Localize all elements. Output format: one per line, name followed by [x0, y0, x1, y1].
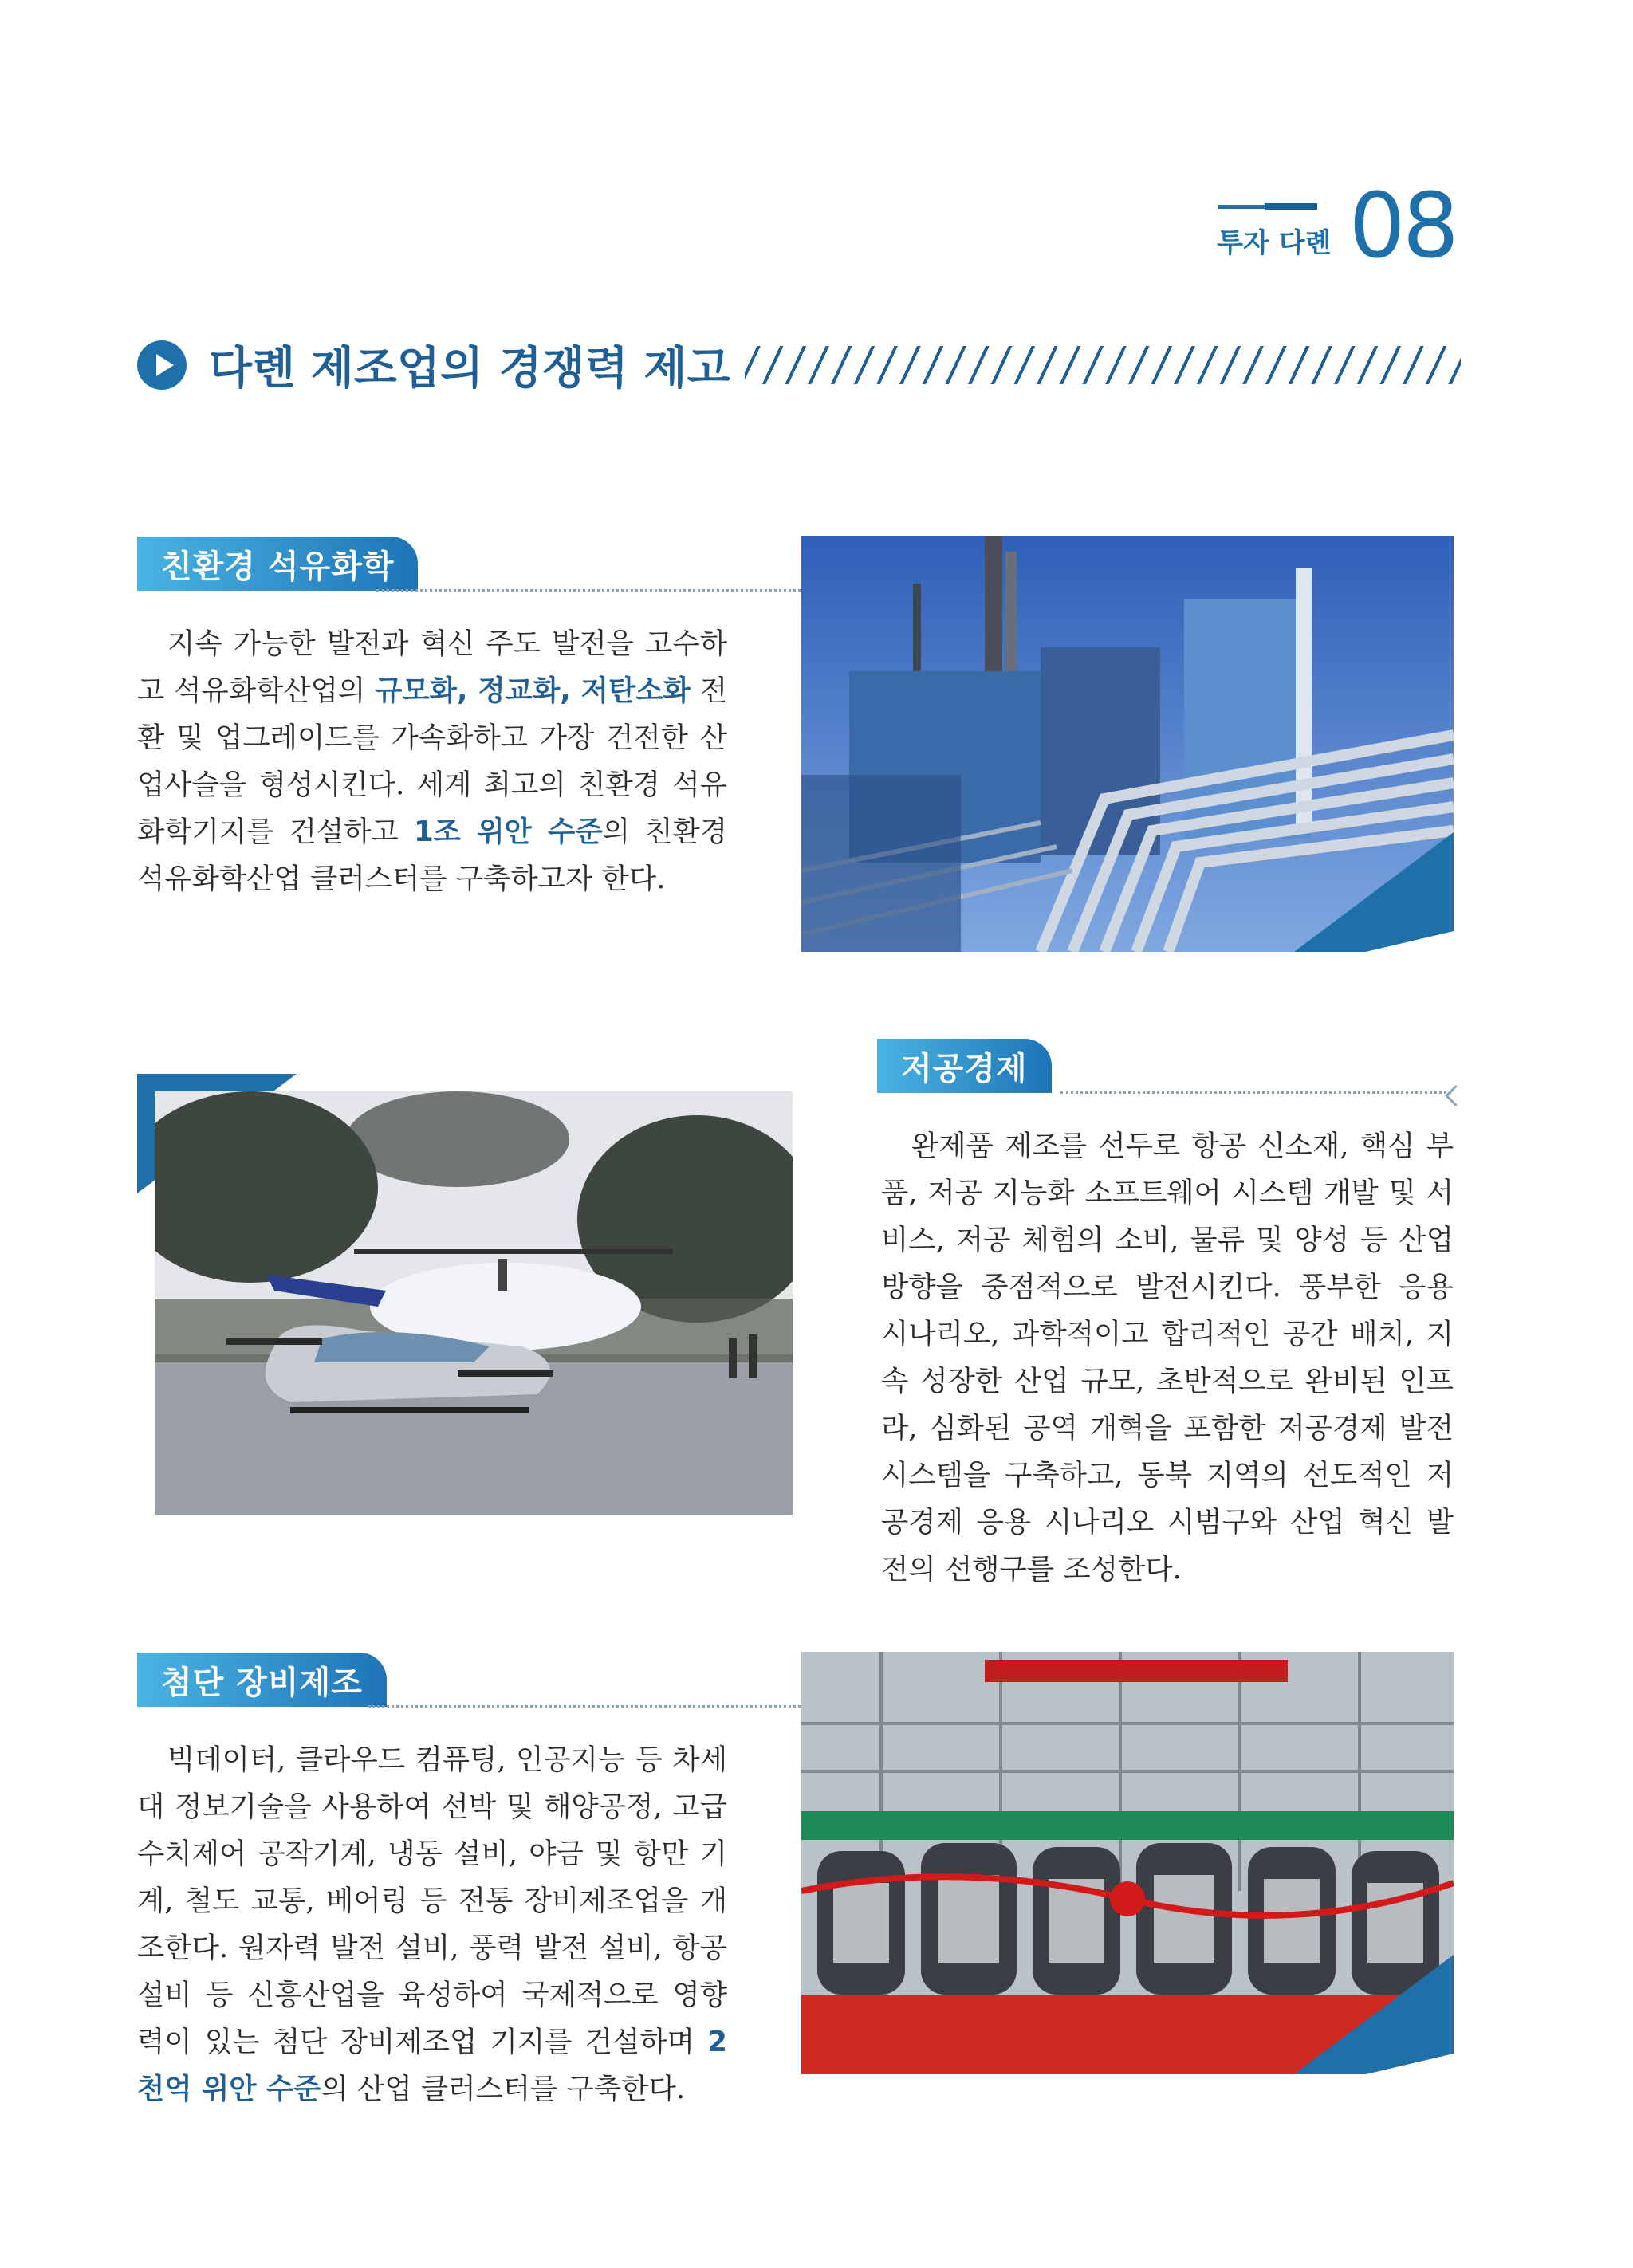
- aircraft-image: [155, 1091, 793, 1515]
- chapter-header: [1217, 175, 1456, 278]
- chapter-rule-accent: [1265, 203, 1317, 210]
- petrochem-paragraph: [137, 620, 727, 902]
- chapter-label: [1217, 221, 1331, 260]
- tag-lowalt: [877, 1038, 1453, 1094]
- text-run: 빅데이터, 클라우드 컴퓨팅, 인공지능 등 차세대 정보기술을 사용하여 선박 및 해양공정, 고급 수치제어 공작기계, 냉동 설비, 야금 및 항만 기계, 철도 교통, 베어링 등 전통 장비제조업을 개조한다. 원자력 발전 설비, 풍력 발전 설비, 항공 설비 등 신흥산업을 육성하여 국제적으로 영향력이 있는 첨단 장비제조업 기지를 건설하며: [137, 1743, 727, 2058]
- tag-equipment: [137, 1652, 727, 1708]
- section-title: [137, 333, 1461, 397]
- refinery-photo: [801, 536, 1454, 952]
- text-run: 의 친환경 석유화학산업 클러스터를 구축하고자 한다.: [137, 816, 727, 895]
- dotted-rule: [368, 1705, 863, 1708]
- lowalt-paragraph: [881, 1122, 1454, 1593]
- highlight-scale: 규모화, 정교화, 저탄소화: [375, 674, 691, 707]
- chapter-number: 08: [1348, 175, 1456, 278]
- chapter-label-text: 투자 다롄: [1217, 227, 1332, 259]
- factory-photo: [801, 1652, 1454, 2074]
- slash-decoration: [745, 346, 1461, 384]
- play-icon: [137, 340, 187, 390]
- corner-accent-cut: [1366, 2054, 1454, 2074]
- highlight-200bn: 2천억 위안 수준: [137, 2026, 727, 2105]
- tag-equipment-label: 첨단 장비제조: [137, 1653, 387, 1707]
- corner-accent-cut: [1366, 931, 1454, 952]
- chevron-left-icon: [1445, 1085, 1466, 1106]
- text-run: 의 산업 클러스터를 구축한다.: [321, 2073, 686, 2105]
- highlight-trillion: 1조 위안 수준: [413, 816, 603, 848]
- equipment-paragraph: [137, 1736, 727, 2113]
- dotted-rule: [376, 589, 863, 592]
- text-run: 지속 가능한 발전과 혁신 주도 발전을 고수하고 석유화학산업의: [137, 627, 727, 707]
- dotted-rule: [1060, 1091, 1451, 1094]
- tag-petrochem-label: 친환경 석유화학: [137, 537, 418, 591]
- section-title-text: 다롄 제조업의 경쟁력 제고: [209, 343, 730, 395]
- text-run: 완제품 제조를 선두로 항공 신소재, 핵심 부품, 저공 지능화 소프트웨어 시스템 개발 및 서비스, 저공 체험의 소비, 물류 및 양성 등 산업 방향을 중점적으로 발전시킨다. 풍부한 응용 시나리오, 과학적이고 합리적인 공간 배치, 지속 성장한 산업 규모, 초반적으로 완비된 인프라, 심화된 공역 개혁을 포함한 저공경제 발전 시스템을 구축하고, 동북 지역의 선도적인 저공경제 응용 시나리오 시범구와 산업 혁신 발전의 선행구를 조성한다.: [881, 1130, 1454, 1586]
- tag-petrochem: [137, 536, 727, 592]
- aircraft-photo: [137, 1074, 793, 1515]
- text-run: 전환 및 업그레이드를 가속화하고 가장 건전한 산업사슬을 형성시킨다. 세계 최고의 친환경 석유화학기지를 건설하고: [137, 674, 728, 848]
- tag-lowalt-label: 저공경제: [877, 1039, 1052, 1093]
